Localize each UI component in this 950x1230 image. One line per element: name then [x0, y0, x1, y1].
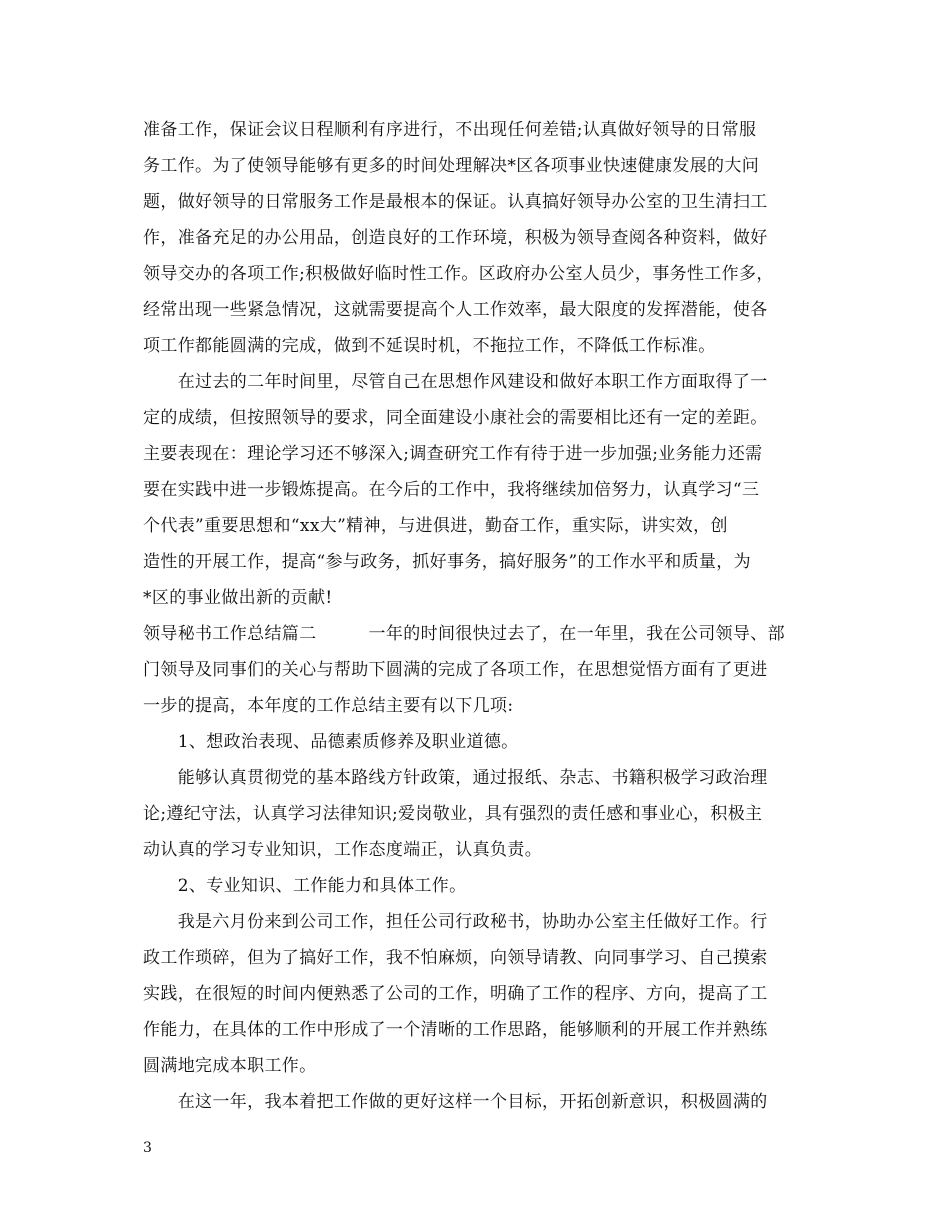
- body-text-line: 定的成绩，但按照领导的要求，同全面建设小康社会的需要相比还有一定的差距。: [143, 408, 768, 428]
- body-text-line: 经常出现一些紧急情况，这就需要提高个人工作效率，最大限度的发挥潜能，使各: [143, 300, 768, 320]
- section-heading-line: 领导秘书工作总结篇二 一年的时间很快过去了，在一年里，我在公司领导、部: [143, 624, 785, 644]
- body-text-line: 政工作琐碎，但为了搞好工作，我不怕麻烦，向领导请教、向同事学习、自己摸索: [143, 948, 768, 968]
- body-text-line: *区的事业做出新的贡献!: [143, 588, 333, 608]
- body-text-line: 要在实践中进一步锻炼提高。在今后的工作中，我将继续加倍努力，认真学习“三: [143, 480, 760, 500]
- body-text-line: 一步的提高，本年度的工作总结主要有以下几项:: [143, 696, 514, 716]
- body-text-line: 作，准备充足的办公用品，创造良好的工作环境，积极为领导查阅各种资料，做好: [143, 228, 768, 248]
- body-text-line: 圆满地完成本职工作。: [143, 1056, 317, 1076]
- body-text-line: 实践，在很短的时间内便熟悉了公司的工作，明确了工作的程序、方向，提高了工: [143, 984, 768, 1004]
- body-text-line: 动认真的学习专业知识，工作态度端正，认真负责。: [143, 840, 543, 860]
- body-text-line: 务工作。为了使领导能够有更多的时间处理解决*区各项事业快速健康发展的大问: [143, 156, 760, 176]
- body-text-line: 在过去的二年时间里，尽管自己在思想作风建设和做好本职工作方面取得了一: [143, 372, 768, 392]
- list-item-heading: 2、专业知识、工作能力和具体工作。: [143, 876, 467, 896]
- body-text-line: 领导交办的各项工作;积极做好临时性工作。区政府办公室人员少，事务性工作多，: [143, 264, 774, 284]
- body-text-line: 作能力，在具体的工作中形成了一个清晰的工作思路，能够顺利的开展工作并熟练: [143, 1020, 768, 1040]
- body-text-line: 主要表现在：理论学习还不够深入;调查研究工作有待于进一步加强;业务能力还需: [143, 444, 763, 464]
- page-number: 3: [143, 1140, 152, 1156]
- body-text-line: 我是六月份来到公司工作，担任公司行政秘书，协助办公室主任做好工作。行: [143, 912, 768, 932]
- body-text-line: 门领导及同事们的关心与帮助下圆满的完成了各项工作，在思想觉悟方面有了更进: [143, 660, 768, 680]
- body-text-line: 能够认真贯彻党的基本路线方针政策，通过报纸、杂志、书籍积极学习政治理: [143, 768, 768, 788]
- body-text-line: 论;遵纪守法，认真学习法律知识;爱岗敬业，具有强烈的责任感和事业心，积极主: [143, 804, 763, 824]
- body-text-line: 造性的开展工作，提高“参与政务，抓好事务，搞好服务”的工作水平和质量，为: [143, 552, 751, 572]
- body-text-line: 题，做好领导的日常服务工作是最根本的保证。认真搞好领导办公室的卫生清扫工: [143, 192, 768, 212]
- body-text-line: 在这一年，我本着把工作做的更好这样一个目标，开拓创新意识，积极圆满的: [143, 1092, 768, 1112]
- body-text-line: 准备工作，保证会议日程顺利有序进行，不出现任何差错;认真做好领导的日常服: [143, 120, 757, 140]
- body-text-line: 个代表”重要思想和“xx大”精神，与进俱进，勤奋工作，重实际，讲实效，创: [143, 516, 728, 536]
- list-item-heading: 1、想政治表现、品德素质修养及职业道德。: [143, 732, 519, 752]
- body-text-line: 项工作都能圆满的完成，做到不延误时机，不拖拉工作，不降低工作标准。: [143, 336, 716, 356]
